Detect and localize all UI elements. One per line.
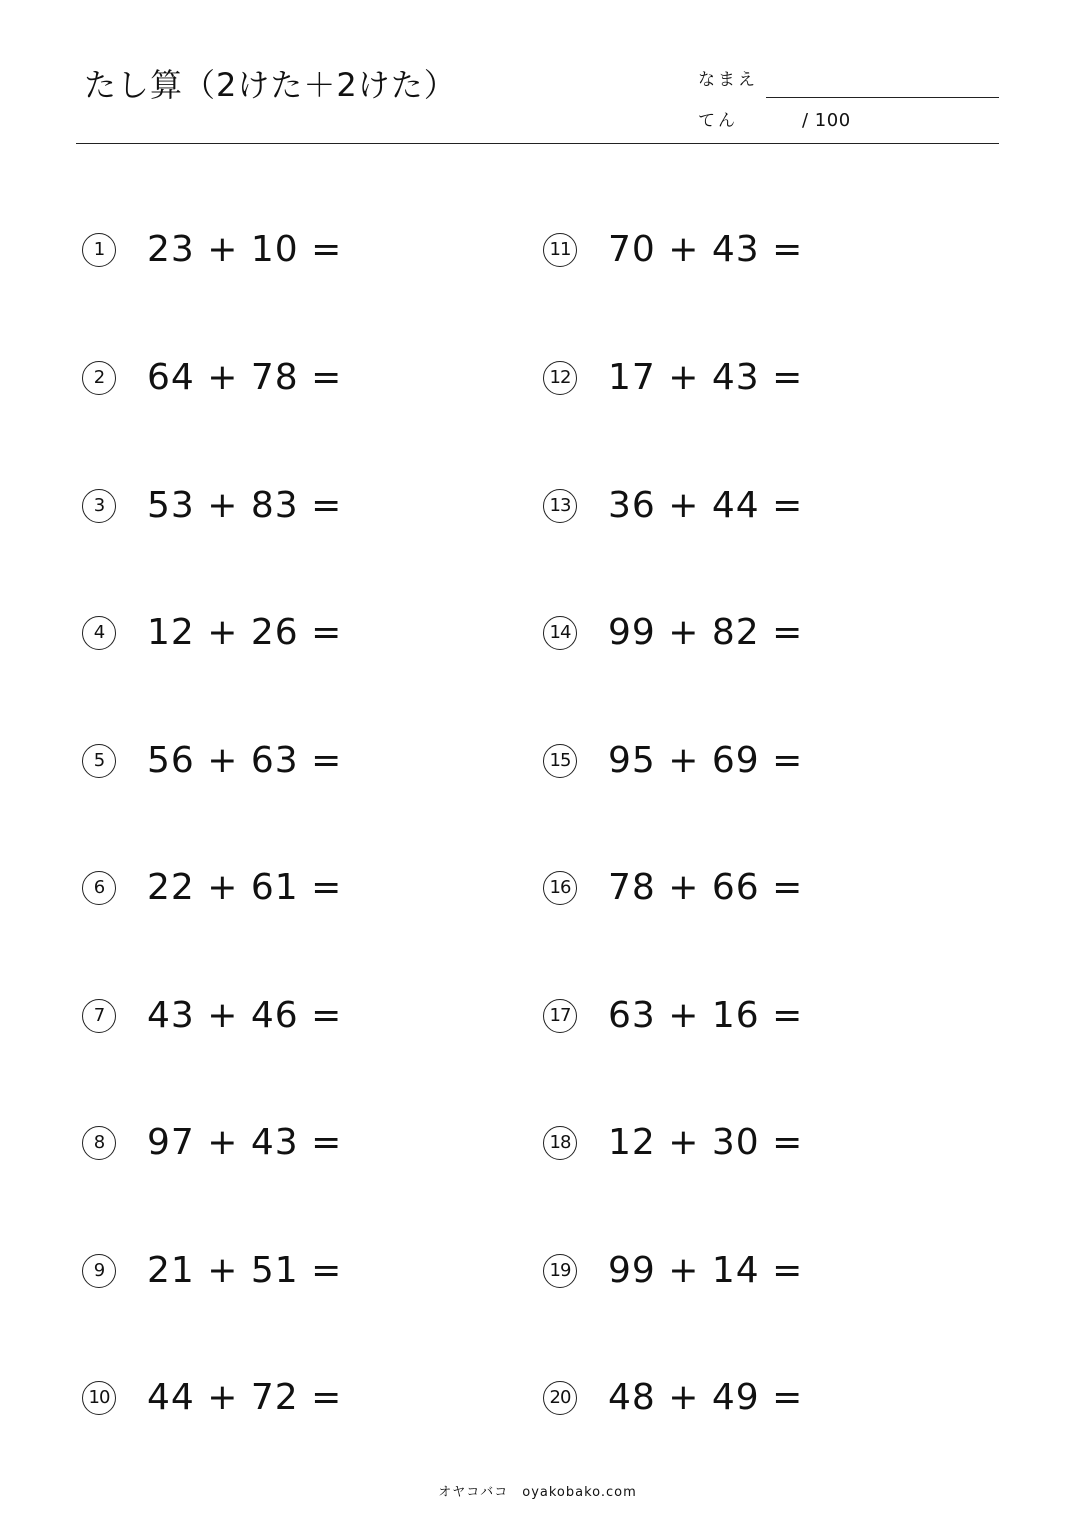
- problem-expression: 63 + 16 =: [608, 995, 804, 1036]
- problem-expression: 23 + 10 =: [147, 229, 343, 270]
- problem-number: 17: [543, 999, 577, 1033]
- problem-item: [543, 609, 803, 657]
- problem-number: 11: [543, 233, 577, 267]
- problem-number: 9: [82, 1254, 116, 1288]
- problem-item: [543, 354, 803, 402]
- problem-item: [543, 1247, 803, 1295]
- worksheet-title: たし算（2けた＋2けた）: [84, 66, 457, 104]
- problem-item: [82, 226, 342, 274]
- problem-expression: 12 + 26 =: [147, 612, 343, 653]
- problem-number: 15: [543, 744, 577, 778]
- problem-item: [543, 1119, 803, 1167]
- problem-expression: 70 + 43 =: [608, 229, 804, 270]
- footer: [0, 1486, 1075, 1499]
- problem-item: [543, 226, 803, 274]
- problem-expression: 99 + 82 =: [608, 612, 804, 653]
- problem-number: 12: [543, 361, 577, 395]
- problem-expression: 36 + 44 =: [608, 485, 804, 526]
- problem-number: 6: [82, 871, 116, 905]
- problem-expression: 97 + 43 =: [147, 1122, 343, 1163]
- problem-expression: 22 + 61 =: [147, 867, 343, 908]
- problem-number: 10: [82, 1381, 116, 1415]
- problem-expression: 43 + 46 =: [147, 995, 343, 1036]
- problem-number: 20: [543, 1381, 577, 1415]
- problem-number: 7: [82, 999, 116, 1033]
- problem-number: 14: [543, 616, 577, 650]
- problem-number: 3: [82, 489, 116, 523]
- problem-item: [543, 992, 803, 1040]
- problem-number: 13: [543, 489, 577, 523]
- problem-expression: 44 + 72 =: [147, 1377, 343, 1418]
- name-line: [766, 97, 999, 98]
- score-total: / 100: [802, 110, 851, 131]
- problem-number: 8: [82, 1126, 116, 1160]
- problem-number: 18: [543, 1126, 577, 1160]
- problem-item: [543, 482, 803, 530]
- problem-number: 5: [82, 744, 116, 778]
- problem-number: 19: [543, 1254, 577, 1288]
- problem-item: [543, 1374, 803, 1422]
- header-rule: [76, 143, 999, 144]
- problem-item: [82, 737, 342, 785]
- problem-expression: 64 + 78 =: [147, 357, 343, 398]
- footer-brand: オヤコバコ: [438, 1485, 509, 1500]
- score-label: てん: [698, 111, 738, 131]
- problem-item: [82, 1119, 342, 1167]
- problem-expression: 21 + 51 =: [147, 1250, 343, 1291]
- problem-expression: 17 + 43 =: [608, 357, 804, 398]
- name-label: なまえ: [698, 70, 758, 90]
- problem-item: [82, 482, 342, 530]
- problem-number: 2: [82, 361, 116, 395]
- problem-item: [82, 992, 342, 1040]
- problem-expression: 56 + 63 =: [147, 740, 343, 781]
- problem-expression: 53 + 83 =: [147, 485, 343, 526]
- problem-expression: 99 + 14 =: [608, 1250, 804, 1291]
- problem-expression: 48 + 49 =: [608, 1377, 804, 1418]
- problem-number: 1: [82, 233, 116, 267]
- problem-item: [82, 1247, 342, 1295]
- problem-item: [543, 864, 803, 912]
- problem-number: 16: [543, 871, 577, 905]
- problem-item: [82, 354, 342, 402]
- problem-item: [82, 864, 342, 912]
- problem-expression: 95 + 69 =: [608, 740, 804, 781]
- problem-item: [82, 609, 342, 657]
- problem-item: [82, 1374, 342, 1422]
- footer-site-link[interactable]: oyakobako.com: [522, 1485, 637, 1500]
- problem-expression: 12 + 30 =: [608, 1122, 804, 1163]
- problem-item: [543, 737, 803, 785]
- problem-expression: 78 + 66 =: [608, 867, 804, 908]
- problem-number: 4: [82, 616, 116, 650]
